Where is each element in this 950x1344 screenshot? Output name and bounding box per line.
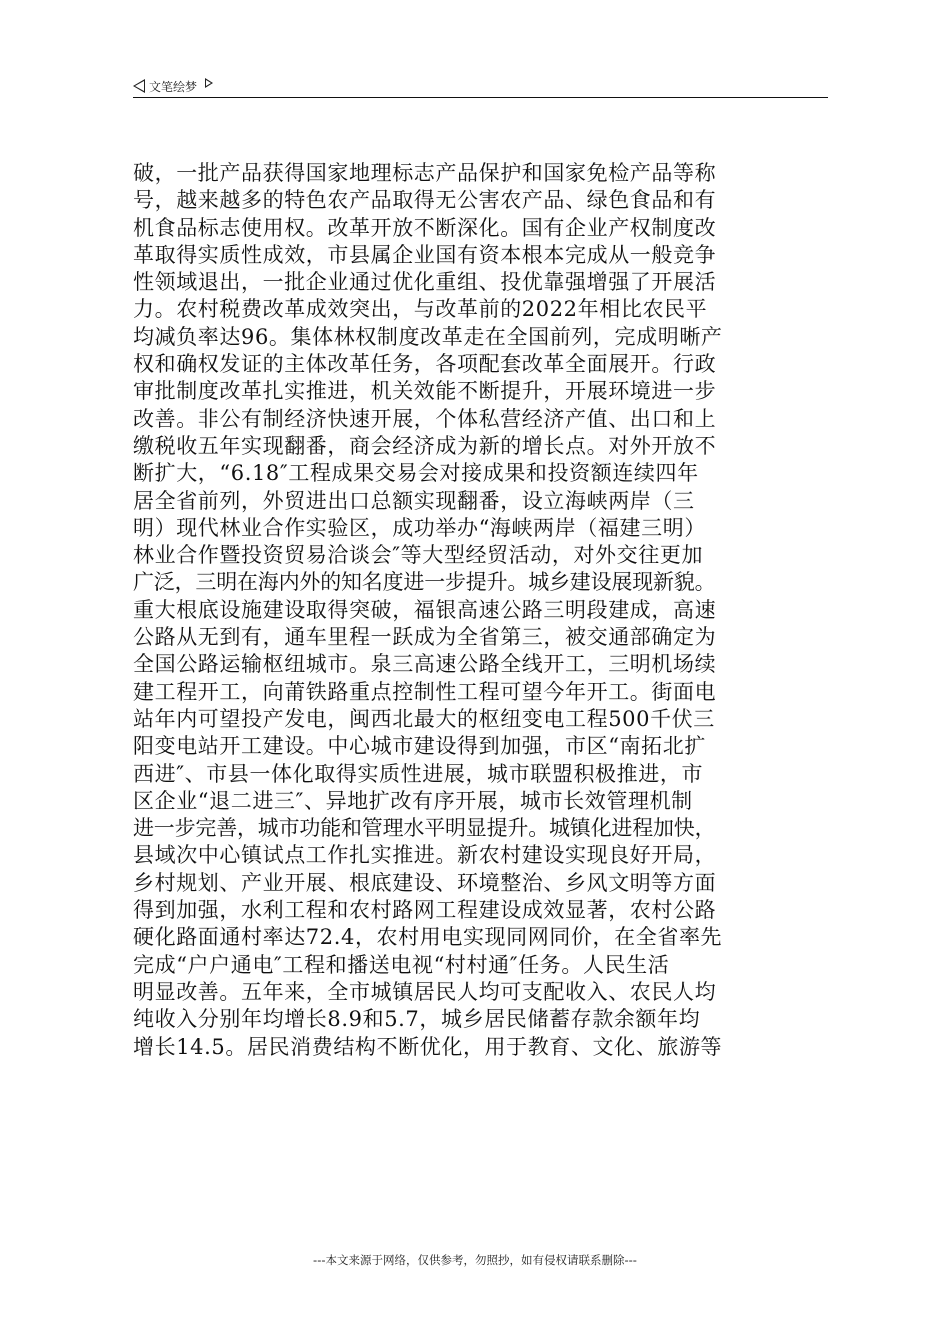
body-line: 广泛，三明在海内外的知名度进一步提升。城乡建设展现新貌。 xyxy=(133,570,716,595)
body-line: 审批制度改革扎实推进，机关效能不断提升，开展环境进一步 xyxy=(133,379,717,404)
body-line: 县域次中心镇试点工作扎实推进。新农村建设实现良好开局， xyxy=(133,843,717,868)
body-line: 明显改善。五年来，全市城镇居民人均可支配收入、农民人均 xyxy=(133,979,717,1004)
body-line: 改善。非公有制经济快速开展，个体私营经济产值、出口和上 xyxy=(133,406,717,431)
body-line: 得到加强，水利工程和农村路网工程建设成效显著，农村公路 xyxy=(133,898,717,923)
body-line: 阳变电站开工建设。中心城市建设得到加强，市区“南拓北扩 xyxy=(133,734,706,759)
body-line: 硬化路面通村率达72.4，农村用电实现同网同价，在全省率先 xyxy=(133,925,723,950)
body-line: 站年内可望投产发电，闽西北最大的枢纽变电工程500千伏三 xyxy=(133,706,715,731)
body-line: 缴税收五年实现翻番，商会经济成为新的增长点。对外开放不 xyxy=(133,433,717,458)
body-line: 公路从无到有，通车里程一跃成为全省第三，被交通部确定为 xyxy=(133,625,717,650)
footer-note: ---本文来源于网络，仅供参考，勿照抄，如有侵权请联系删除--- xyxy=(313,1253,637,1267)
body-line: 机食品标志使用权。改革开放不断深化。国有企业产权制度改 xyxy=(133,215,717,240)
body-line: 性领域退出，一批企业通过优化重组、投优靠强增强了开展活 xyxy=(133,270,717,295)
body-line: 建工程开工，向莆铁路重点控制性工程可望今年开工。街面电 xyxy=(133,679,717,704)
body-line: 西进″、市县一体化取得实质性进展，城市联盟积极推进，市 xyxy=(133,761,704,786)
body-line: 完成“户户通电″工程和播送电视“村村通″任务。人民生活 xyxy=(133,952,670,977)
body-line: 破，一批产品获得国家地理标志产品保护和国家免检产品等称 xyxy=(133,161,717,185)
body-line: 号，越来越多的特色农产品取得无公害农产品、绿色食品和有 xyxy=(133,188,717,213)
body-line: 增长14.5。居民消费结构不断优化，用于教育、文化、旅游等 xyxy=(133,1034,723,1059)
header-divider xyxy=(133,97,828,98)
body-line: 乡村规划、产业开展、根底建设、环境整治、乡风文明等方面 xyxy=(133,870,717,895)
body-line: 权和确权发证的主体改革任务，各项配套改革全面展开。行政 xyxy=(133,352,717,377)
body-line: 断扩大，“6.18″工程成果交易会对接成果和投资额连续四年 xyxy=(133,461,699,486)
body-line: 革取得实质性成效，市县属企业国有资本根本完成从一般竞争 xyxy=(133,242,717,267)
body-line: 均减负率达96。集体林权制度改革走在全国前列，完成明晰产 xyxy=(133,324,723,349)
body-line: 林业合作暨投资贸易洽谈会″等大型经贸活动，对外交往更加 xyxy=(133,543,704,568)
body-line: 重大根底设施建设取得突破，福银高速公路三明段建成，高速 xyxy=(133,597,717,622)
page-header xyxy=(133,76,213,96)
body-line: 区企业“退二进三″、异地扩改有序开展，城市长效管理机制 xyxy=(133,788,693,813)
body-line: 居全省前列，外贸进出口总额实现翻番，设立海峡两岸（三 xyxy=(133,488,695,513)
body-line: 进一步完善，城市功能和管理水平明显提升。城镇化进程加快， xyxy=(133,816,716,841)
body-line: 纯收入分别年均增长8.9和5.7，城乡居民储蓄存款余额年均 xyxy=(133,1007,701,1032)
document-body xyxy=(133,160,833,1061)
body-line: 明）现代林业合作实验区，成功举办“海峡两岸（福建三明） xyxy=(133,515,706,540)
triangle-left-icon xyxy=(133,79,145,93)
body-line: 力。农村税费改革成效突出，与改革前的2022年相比农民平 xyxy=(133,297,708,322)
body-line: 全国公路运输枢纽城市。泉三高速公路全线开工，三明机场续 xyxy=(133,652,717,677)
triangle-right-icon xyxy=(205,78,213,88)
header-title: 文笔绘梦 xyxy=(149,79,198,94)
